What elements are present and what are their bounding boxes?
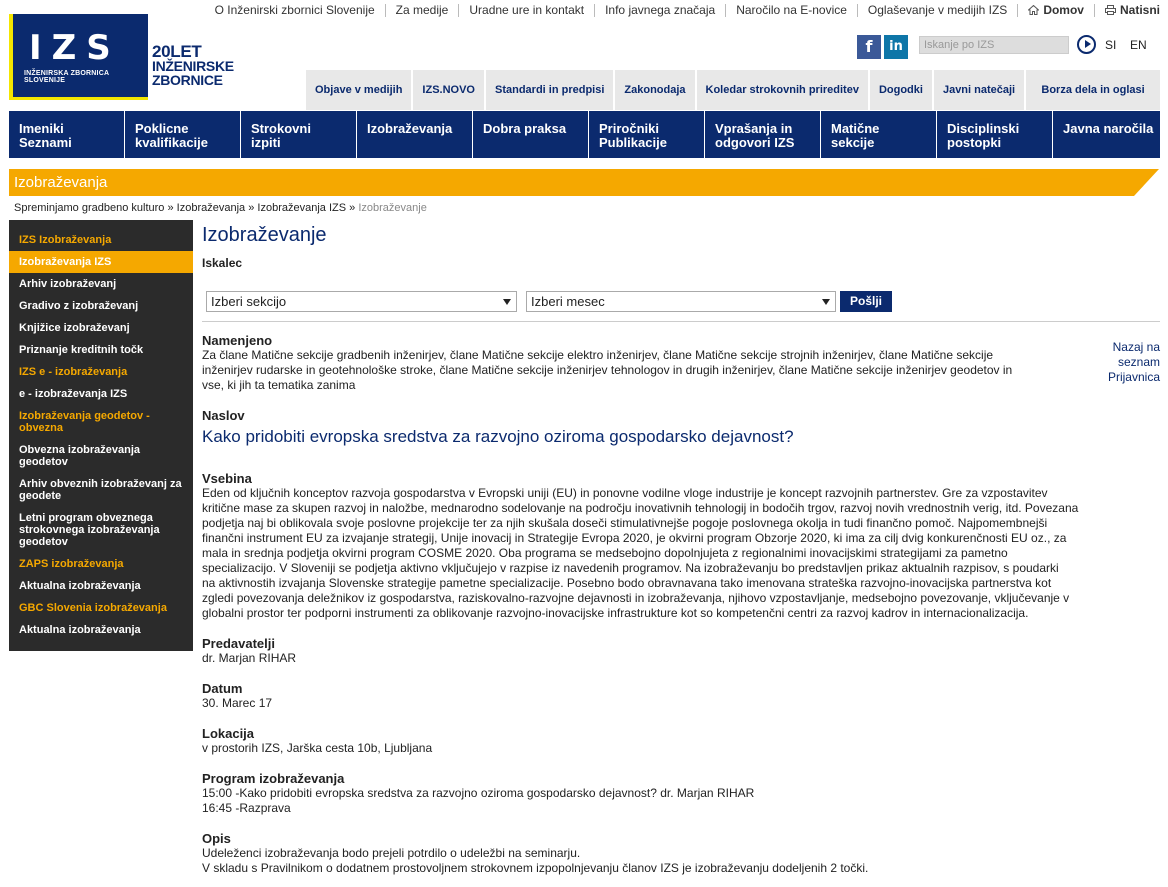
text-line: zgledi povezovanja deležnikov iz gospodarstva, raziskovalno-razvojne dejavnosti in izobraževanja, njihovo vzpostavljanje, medsebojno povezovanje, vključevanje v — [202, 591, 1070, 605]
sidebar-item-booklets[interactable]: Knjižice izobraževanj — [19, 322, 130, 334]
sidebar-item-gbc-current[interactable]: Aktualna izobraževanja — [19, 624, 141, 636]
title-bar-tip — [1134, 169, 1159, 196]
register-link[interactable]: Prijavnica — [1107, 370, 1160, 384]
sidebar-item-surveyors-mandatory[interactable]: Izobraževanja geodetov - obvezna — [19, 410, 150, 434]
description-text — [202, 846, 868, 876]
toplink-newsletter[interactable]: Naročilo na E-novice — [726, 4, 858, 17]
sidebar-item-e-education[interactable]: IZS e - izobraževanja — [19, 366, 128, 378]
location-text: v prostorih IZS, Jarška cesta 10b, Ljubljana — [202, 741, 433, 755]
text-line: globalni prostor ter podporni instrumenti za oblikovanje razvojno-inovacijske infrastrukture kot so kompetenčni centri za razvoj kadrov in internacionalizacija. — [202, 606, 1029, 620]
breadcrumb-item[interactable]: Izobraževanja — [176, 202, 246, 214]
mainnav-label: Dobra praksa — [483, 121, 567, 136]
mainnav-label: Publikacije — [599, 135, 667, 150]
breadcrumb-sep: » — [167, 202, 174, 214]
logo-yellow-edge — [9, 14, 13, 100]
program-text — [202, 786, 754, 816]
course-title: Kako pridobiti evropska sredstva za razvojno oziroma gospodarsko dejavnost? — [202, 427, 794, 446]
mainnav-sections[interactable] — [821, 111, 936, 158]
page-title: Izobraževanje — [202, 224, 327, 246]
text-line: finančni instrument EU za izvajanje strategij, Unije inovacij in Strategije Evropa 2020, je okvirni program Obzorje 2020, ki ima za cilj dvig konkurenčnosti EU oz., za — [202, 531, 1067, 545]
sidebar-item-e-education-izs[interactable]: e - izobraževanja IZS — [19, 388, 128, 400]
logo-subtitle: INŽENIRSKA ZBORNICA SLOVENIJE — [24, 70, 109, 84]
secondary-nav — [306, 70, 1160, 110]
home-icon — [1028, 5, 1039, 15]
text-line: 15:00 -Kako pridobiti evropska sredstva za razvojno oziroma gospodarsko dejavnost? dr. Marjan RIHAR — [202, 786, 755, 800]
description-label: Opis — [202, 831, 231, 846]
text-line: inženirjev rudarske in geotehnološke stroke, člane Matične sekcije inženirjev tehnologov in drugih inženirjev, člane Matične sekcije inženirjev geodetov in — [202, 363, 1013, 377]
section-select[interactable] — [206, 291, 517, 312]
logo-letters: IZS — [29, 28, 121, 68]
toplink-home[interactable] — [1018, 4, 1095, 17]
section-title-bar — [9, 169, 1159, 196]
sidebar-item-education-izs[interactable]: Izobraževanja IZS — [9, 251, 193, 273]
section-select-value: Izberi sekcijo — [211, 294, 287, 309]
subnav-events[interactable]: Dogodki — [870, 70, 932, 110]
mainnav-label: Javna naročila — [1063, 121, 1154, 136]
lang-en[interactable]: EN — [1130, 38, 1147, 52]
mainnav-label: Imeniki — [19, 121, 64, 136]
subnav-standards[interactable]: Standardi in predpisi — [486, 70, 613, 110]
date-text: 30. Marec 17 — [202, 696, 273, 710]
text-line: vse, ki jih ta tematika zanima — [202, 378, 356, 392]
text-line: V skladu s Pravilnikom o dodatnem prostovoljnem strokovnem izpopolnjevanju članov IZS je izobraževanju dodeljenih 2 točki. — [202, 861, 869, 875]
mainnav-label: Izobraževanja — [367, 121, 453, 136]
text-line: na aktivnostih izvajanja Slovenske strategije pametne specializacije. Posebno bodo obravnavana tako imenovana strateška razvojno-inovacijska partnerstva kot — [202, 576, 1052, 590]
text-line: 16:45 -Razprava — [202, 801, 291, 815]
izs-logo[interactable] — [9, 14, 148, 100]
home-label: Domov — [1043, 3, 1084, 17]
mainnav-disciplinary[interactable] — [937, 111, 1052, 158]
intended-for-label: Namenjeno — [202, 333, 273, 348]
mainnav-label: Seznami — [19, 135, 72, 150]
back-link-line: Nazaj na — [1112, 340, 1160, 354]
mainnav-good-practice[interactable] — [473, 111, 588, 158]
subnav-legislation[interactable]: Zakonodaja — [615, 70, 694, 110]
breadcrumb-sep: » — [248, 202, 255, 214]
text-line: podjetja naj bi oblikovala svoje poslovne projekcije ter za njih skušala doseči stimulativnejše pogoje poslovnega okolja in tudi finančno pomoč. Najpomembnejši — [202, 516, 1048, 530]
sidebar — [9, 220, 193, 651]
breadcrumb-current: Izobraževanje — [358, 202, 427, 214]
mainnav-education[interactable] — [357, 111, 472, 158]
mainnav-label: Strokovni — [251, 121, 311, 136]
logo-yellow-bottom — [9, 97, 148, 100]
search-label: Iskalec — [202, 256, 243, 270]
toplink-contact[interactable]: Uradne ure in kontakt — [459, 4, 595, 17]
breadcrumb — [14, 202, 427, 214]
subnav-jobs[interactable]: Borza dela in oglasi — [1026, 70, 1160, 110]
subnav-tenders[interactable]: Javni natečaji — [934, 70, 1024, 110]
social-links — [857, 35, 908, 59]
sidebar-item-materials[interactable]: Gradivo z izobraževanj — [19, 300, 139, 312]
sidebar-item-surveyors-program[interactable]: Letni program obveznega strokovnega izobraževanja geodetov — [19, 512, 160, 548]
facebook-icon[interactable]: f — [857, 35, 881, 59]
chevron-down-icon — [822, 299, 830, 305]
lang-si[interactable]: SI — [1105, 38, 1117, 52]
section-title: Izobraževanja — [14, 174, 108, 191]
mainnav-qualifications[interactable] — [125, 111, 240, 158]
subnav-izs-novo[interactable]: IZS.NOVO — [413, 70, 484, 110]
sidebar-item-zaps[interactable]: ZAPS izobraževanja — [19, 558, 124, 570]
slogan-line-1: 20LET — [152, 42, 202, 61]
top-links — [205, 4, 1160, 17]
search-submit-icon[interactable] — [1077, 35, 1096, 54]
mainnav-label: Matične — [831, 121, 880, 136]
content-text — [202, 486, 1160, 621]
subnav-media[interactable]: Objave v medijih — [306, 70, 411, 110]
title-label: Naslov — [202, 408, 245, 423]
text-line: Eden od ključnih konceptov razvoja gospodarstva v Evropski uniji (EU) in ponovne vodilne vloge industrije je koncept razvojnih partnerstev. Gre za vzpostavitev — [202, 486, 1048, 500]
mainnav-publications[interactable] — [589, 111, 704, 158]
mainnav-label: Disciplinski — [947, 121, 1020, 136]
chevron-down-icon — [503, 299, 511, 305]
mainnav-faq[interactable] — [705, 111, 820, 158]
print-label: Natisni — [1119, 3, 1160, 17]
month-select[interactable] — [526, 291, 836, 312]
text-line: kritične mase za skupen razvoj in naložbe, mednarodno sodelovanje na področju inovativnih tehnologij in bodočih trgov, razvoj novih vrednostnih verig, itd. Povezana — [202, 501, 1079, 515]
mainnav-label: postopki — [947, 135, 1002, 150]
toplink-about[interactable]: O Inženirski zbornici Slovenije — [205, 4, 386, 17]
sidebar-item-credits[interactable]: Priznanje kreditnih točk — [19, 344, 144, 356]
print-icon — [1105, 5, 1116, 15]
toplink-advertising[interactable]: Oglaševanje v medijih IZS — [858, 4, 1018, 17]
side-links — [1108, 340, 1160, 385]
mainnav-label: kvalifikacije — [135, 135, 208, 150]
sidebar-item-zaps-current[interactable]: Aktualna izobraževanja — [19, 580, 141, 592]
date-label: Datum — [202, 681, 243, 696]
mainnav-exams[interactable] — [241, 111, 356, 158]
mainnav-label: izpiti — [251, 135, 281, 150]
breadcrumb-item[interactable]: Spreminjamo gradbeno kulturo — [14, 202, 165, 214]
back-to-list-link[interactable] — [1108, 340, 1160, 370]
anniversary-slogan — [152, 42, 234, 88]
main-nav — [9, 111, 1160, 158]
title-bar-bg — [9, 169, 1134, 196]
text-line: Za člane Matične sekcije gradbenih inženirjev, člane Matične sekcije elektro inženirjev, člane Matične sekcije strojnih inženirjev, člane Matične sekcije — [202, 348, 994, 362]
content-label: Vsebina — [202, 471, 252, 486]
slogan-line-2: INŽENIRSKE — [152, 58, 234, 74]
mainnav-label: Poklicne — [135, 121, 189, 136]
lecturers-text: dr. Marjan RIHAR — [202, 651, 297, 665]
linkedin-icon[interactable]: in — [884, 35, 908, 59]
sidebar-item-archive[interactable]: Arhiv izobraževanj — [19, 278, 117, 290]
intended-for-text — [202, 348, 1097, 393]
program-label: Program izobraževanja — [202, 771, 345, 786]
divider — [202, 321, 1160, 322]
mainnav-label: odgovori IZS — [715, 135, 795, 150]
toplink-print[interactable] — [1095, 4, 1160, 17]
breadcrumb-item[interactable]: Izobraževanja IZS — [257, 202, 347, 214]
lecturers-label: Predavatelji — [202, 636, 275, 651]
sidebar-item-surveyors-archive[interactable]: Arhiv obveznih izobraževanj za geodete — [19, 478, 182, 502]
text-line: mala in srednja podjetja okvirni program COSME 2020. Oba programa se medsebojno dopolnjujeta z regionalnimi inovacijskimi strategijami za pametno — [202, 546, 1008, 560]
location-label: Lokacija — [202, 726, 255, 741]
mainnav-procurement[interactable] — [1053, 111, 1160, 158]
subnav-calendar[interactable]: Koledar strokovnih prireditev — [697, 70, 868, 110]
sidebar-item-surveyors-courses[interactable]: Obvezna izobraževanja geodetov — [19, 444, 141, 468]
slogan-line-3: ZBORNICE — [152, 72, 223, 88]
mainnav-label: Vprašanja in — [715, 121, 793, 136]
mainnav-directories[interactable] — [9, 111, 124, 158]
toplink-public-info[interactable]: Info javnega značaja — [595, 4, 726, 17]
submit-button[interactable]: Pošlji — [840, 291, 892, 312]
sidebar-item-izs-education[interactable]: IZS Izobraževanja — [19, 234, 112, 246]
search-input[interactable]: Iskanje po IZS — [919, 36, 1069, 54]
back-link-line: seznam — [1117, 355, 1160, 369]
month-select-value: Izberi mesec — [531, 294, 605, 309]
text-line: specializacijo. V Sloveniji se podjetja aktivno vključujejo v razpise iz navedenih programov. Na izobraževanju bo predstavljen prikaz aktualnih razpisov, s poudarki — [202, 561, 1059, 575]
sidebar-item-gbc[interactable]: GBC Slovenia izobraževanja — [19, 602, 167, 614]
mainnav-label: Priročniki — [599, 121, 659, 136]
mainnav-label: sekcije — [831, 135, 875, 150]
breadcrumb-sep: » — [349, 202, 356, 214]
text-line: Udeleženci izobraževanja bodo prejeli potrdilo o udeležbi na seminarju. — [202, 846, 581, 860]
toplink-media[interactable]: Za medije — [386, 4, 460, 17]
